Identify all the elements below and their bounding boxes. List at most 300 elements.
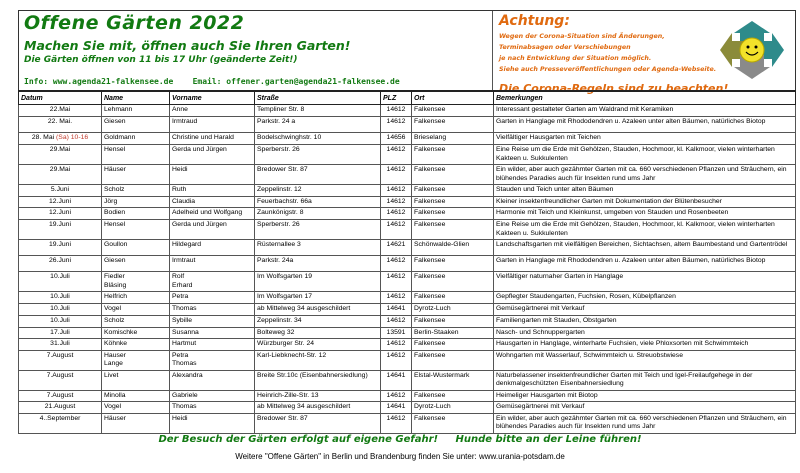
cell-datum: [19, 339, 102, 351]
table-row: [19, 272, 796, 292]
cell-vorname: [170, 117, 255, 133]
cell-text: 14612: [386, 391, 406, 399]
table-row: [19, 185, 796, 197]
cell-vorname: [170, 339, 255, 351]
cell-datum: [19, 220, 102, 240]
cell-text: Falkensee: [414, 316, 446, 324]
cell-name: [102, 208, 170, 220]
cell-vorname: [170, 208, 255, 220]
cell-text: 13591: [386, 328, 406, 336]
cell-text: 5.Juni: [50, 186, 70, 193]
cell-text: Falkensee: [414, 273, 446, 280]
cell-strasse: [255, 256, 381, 272]
cell-name: [102, 413, 170, 433]
cell-bemerkungen: [494, 117, 796, 133]
cell-text: Garten in Hanglage mit Rhododendren u. Azaleen unter alten Bäumen, natürliches Biotop: [496, 257, 766, 264]
cell-ort: [412, 208, 494, 220]
cell-datum: [19, 402, 102, 414]
cell-text: 14641: [386, 403, 406, 410]
cell-strasse: [255, 272, 381, 292]
cell-plz: [381, 133, 412, 145]
cell-strasse: [255, 315, 381, 327]
cell-plz: [381, 413, 412, 433]
cell-text: Goldmann: [104, 134, 136, 141]
cell-text: Bredower Str. 87: [257, 166, 308, 173]
cell-text: 14656: [386, 134, 406, 141]
cell-text: 7.August: [46, 391, 74, 399]
column-header-plz: PLZ: [381, 91, 412, 105]
cell-strasse: [255, 165, 381, 185]
cell-text: Garten in Hanglage mit Rhododendren u. Azaleen unter alten Bäumen, natürliches Biotop: [496, 118, 766, 125]
cell-bemerkungen: [494, 220, 796, 240]
cell-text: Vogel: [104, 304, 122, 312]
cell-text: Alexandra: [172, 371, 203, 379]
cell-text: Elstal-Wustermark: [414, 371, 470, 379]
table-row: [19, 145, 796, 165]
cell-bemerkungen: [494, 165, 796, 185]
cell-bemerkungen: [494, 390, 796, 402]
cell-text: Berlin-Staaken: [414, 328, 459, 336]
cell-datum: [19, 196, 102, 208]
cell-text: Parkstr. 24 a: [257, 118, 296, 125]
table-row: [19, 240, 796, 256]
cell-vorname: [170, 402, 255, 414]
table-row: [19, 117, 796, 133]
cell-text: Vielfältiger Hausgarten mit Teichen: [496, 134, 601, 141]
flyer-header: [18, 10, 796, 95]
cell-text: 14612: [386, 118, 406, 125]
cell-vorname: [170, 350, 255, 370]
cell-strasse: [255, 105, 381, 117]
cell-name: [102, 370, 170, 390]
cell-ort: [412, 303, 494, 315]
cell-plz: [381, 145, 412, 165]
cell-text: 14641: [386, 304, 406, 312]
cell-ort: [412, 292, 494, 304]
cell-text: Falkensee: [414, 197, 446, 205]
notice-title: Achtung:: [499, 13, 570, 29]
cell-text: Würzburger Str. 24: [257, 340, 315, 347]
cell-vorname: [170, 390, 255, 402]
cell-text: Ruth: [172, 186, 187, 193]
cell-vorname: [170, 272, 255, 292]
cell-text: 29.Mai: [49, 166, 71, 173]
cell-datum: [19, 303, 102, 315]
cell-text: Sperberstr. 26: [257, 221, 300, 228]
cell-text: Falkensee: [414, 166, 446, 173]
column-header-name: Name: [102, 91, 170, 105]
cell-text: Susanna: [172, 328, 199, 336]
cell-text: Falkensee: [414, 221, 446, 228]
cell-strasse: [255, 196, 381, 208]
table-row: [19, 315, 796, 327]
cell-text: 14612: [386, 146, 406, 153]
cell-text: Im Wolfsgarten 17: [257, 293, 313, 300]
cell-text: Hausgarten in Hanglage, winterharte Fuchsien, viele Phloxsorten mit Schwimmteich: [496, 340, 749, 347]
cell-vorname: [170, 303, 255, 315]
cell-bemerkungen: [494, 196, 796, 208]
cell-text: Thomas: [172, 304, 197, 312]
cell-datum: [19, 240, 102, 256]
cell-text: 14612: [386, 257, 406, 264]
cell-ort: [412, 133, 494, 145]
cell-text: Helfrich: [104, 293, 128, 300]
cell-text: Falkensee: [414, 257, 446, 264]
table-row: [19, 208, 796, 220]
cell-plz: [381, 256, 412, 272]
cell-text: 10.Juli: [50, 273, 70, 280]
cell-ort: [412, 196, 494, 208]
page-title: Offene Gärten 2022: [24, 12, 245, 34]
cell-text: 14641: [386, 371, 406, 379]
table-row: [19, 105, 796, 117]
cell-text: Rolf Erhard: [172, 273, 193, 289]
cell-vorname: [170, 292, 255, 304]
cell-text: Falkensee: [414, 351, 446, 359]
cell-text: 26.Juni: [49, 257, 71, 264]
cell-text: Vielfältiger naturnaher Garten in Hanglage: [496, 273, 624, 280]
cell-ort: [412, 220, 494, 240]
cell-name: [102, 133, 170, 145]
cell-strasse: [255, 303, 381, 315]
cell-bemerkungen: [494, 208, 796, 220]
cell-plz: [381, 196, 412, 208]
cell-text: Hildegard: [172, 241, 202, 248]
cell-text: ab Mittelweg 34 ausgeschildert: [257, 304, 351, 312]
cell-text: Köhnke: [104, 340, 128, 347]
cell-text: 17.Juli: [50, 328, 70, 336]
table-row: [19, 413, 796, 433]
notice-line: Siehe auch Presseveröffentlichungen oder Agenda-Webseite.: [499, 66, 717, 73]
table-row: [19, 402, 796, 414]
cell-ort: [412, 402, 494, 414]
cell-text: Falkensee: [414, 293, 446, 300]
cell-plz: [381, 185, 412, 197]
gardens-table: [18, 90, 796, 434]
cell-plz: [381, 272, 412, 292]
cell-name: [102, 315, 170, 327]
cell-text: 7.August: [46, 371, 74, 379]
cell-text: Häuser: [104, 414, 126, 422]
column-header-datum: Datum: [19, 91, 102, 105]
cell-text: Gabriele: [172, 391, 198, 399]
cell-name: [102, 292, 170, 304]
cell-text: 19.Juni: [49, 241, 71, 248]
cell-plz: [381, 292, 412, 304]
cell-text: 12.Juni: [49, 209, 71, 216]
cell-text: Adelheid und Wolfgang: [172, 209, 243, 216]
cell-text: Hensel: [104, 221, 126, 228]
cell-text: Dyrotz-Luch: [414, 403, 451, 410]
cell-ort: [412, 272, 494, 292]
cell-plz: [381, 402, 412, 414]
cell-plz: [381, 303, 412, 315]
cell-text: Häuser: [104, 166, 126, 173]
cell-strasse: [255, 133, 381, 145]
cell-text: 14612: [386, 186, 406, 193]
cell-name: [102, 145, 170, 165]
cell-text: Im Wolfsgarten 19: [257, 273, 313, 280]
cell-text: Interessant gestalteter Garten am Waldrand mit Keramiken: [496, 106, 674, 113]
table-row: [19, 350, 796, 370]
cell-text: Komischke: [104, 328, 138, 336]
cell-text: Goullon: [104, 241, 128, 248]
cell-text: Claudia: [172, 197, 196, 205]
cell-datum: [19, 117, 102, 133]
cell-plz: [381, 339, 412, 351]
column-header-bemerkungen: Bemerkungen: [494, 91, 796, 105]
cell-bemerkungen: [494, 350, 796, 370]
cell-text: 21.August: [44, 403, 76, 410]
cell-datum: [19, 292, 102, 304]
cell-strasse: [255, 413, 381, 433]
cell-text: Feuerbachstr. 66a: [257, 197, 312, 205]
cell-bemerkungen: [494, 105, 796, 117]
more-gardens-link: Weitere "Offene Gärten" in Berlin und Brandenburg finden Sie unter: www.urania-potsdam.de: [235, 452, 565, 461]
cell-vorname: [170, 256, 255, 272]
cell-text: Harmonie mit Teich und Kleinkunst, umgeben von Stauden und Rosenbeeten: [496, 209, 729, 216]
cell-name: [102, 303, 170, 315]
table-row: [19, 196, 796, 208]
cell-text: 10.Juli: [50, 316, 70, 324]
cell-datum: [19, 327, 102, 339]
cell-text: Eine Reise um die Erde mit Gehölzen, Stauden, Hochmoor, kl. Kalkmoor, vielen winterharten Kakteen u. Sukkulenten: [496, 221, 775, 237]
cell-text: 14612: [386, 340, 406, 347]
cell-text: Templiner Str. 8: [257, 106, 305, 113]
notice-line: Terminabsagen oder Verschiebungen: [499, 44, 631, 51]
cell-text: Irmtraud: [172, 118, 198, 125]
cell-strasse: [255, 208, 381, 220]
cell-name: [102, 185, 170, 197]
cell-vorname: [170, 105, 255, 117]
cell-text: Zeppelinstr. 12: [257, 186, 302, 193]
cell-text: Scholz: [104, 186, 125, 193]
cell-text: Gepflegter Staudengarten, Fuchsien, Rosen, Kübelpflanzen: [496, 293, 676, 300]
cell-strasse: [255, 370, 381, 390]
cell-datum: [19, 315, 102, 327]
cell-bemerkungen: [494, 240, 796, 256]
cell-name: [102, 220, 170, 240]
cell-strasse: [255, 240, 381, 256]
cell-name: [102, 256, 170, 272]
cell-bemerkungen: [494, 327, 796, 339]
cell-text: ab Mittelweg 34 ausgeschildert: [257, 403, 351, 410]
table-row: [19, 303, 796, 315]
cell-vorname: [170, 145, 255, 165]
cell-ort: [412, 390, 494, 402]
cell-strasse: [255, 185, 381, 197]
date-time-note: (Sa) 10-16: [56, 134, 89, 141]
cell-strasse: [255, 145, 381, 165]
corona-notice: [492, 11, 796, 95]
cell-datum: [19, 208, 102, 220]
cell-text: Falkensee: [414, 106, 446, 113]
cell-text: Karl-Liebknecht-Str. 12: [257, 351, 327, 359]
cell-datum: [19, 185, 102, 197]
cell-text: 14612: [386, 414, 406, 422]
cell-text: Ein wilder, aber auch gezähmter Garten mit ca. 660 verschiedenen Pflanzen und Sträuchern, ein blühendes Paradies auch für Insekten rund ums Jahr: [496, 166, 787, 182]
cell-text: Thomas: [172, 403, 197, 410]
cell-name: [102, 390, 170, 402]
table-row: [19, 292, 796, 304]
cell-datum: [19, 145, 102, 165]
cell-name: [102, 196, 170, 208]
cell-text: Petra: [172, 293, 189, 300]
cell-text: Falkensee: [414, 391, 446, 399]
table-row: [19, 390, 796, 402]
table-row: [19, 220, 796, 240]
cell-plz: [381, 220, 412, 240]
cell-bemerkungen: [494, 145, 796, 165]
cell-name: [102, 339, 170, 351]
cell-name: [102, 402, 170, 414]
table-row: [19, 165, 796, 185]
cell-text: Eine Reise um die Erde mit Gehölzen, Stauden, Hochmoor, kl. Kalkmoor, vielen winterharten Kakteen u. Sukkulenten: [496, 146, 775, 162]
cell-text: 14612: [386, 221, 406, 228]
cell-text: Hensel: [104, 146, 126, 153]
cell-bemerkungen: [494, 413, 796, 433]
table-row: [19, 256, 796, 272]
cell-text: Heidi: [172, 166, 188, 173]
header-left: [22, 11, 492, 91]
cell-text: Brieselang: [414, 134, 447, 141]
cell-text: Sybille: [172, 316, 193, 324]
cell-text: Landschaftsgarten mit vielfältigen Bereichen, Sichtachsen, altem Baumbestand und Gartentrödel: [496, 241, 788, 248]
cell-text: Hartmut: [172, 340, 197, 347]
cell-plz: [381, 370, 412, 390]
cell-text: Falkensee: [414, 146, 446, 153]
cell-bemerkungen: [494, 402, 796, 414]
cell-datum: [19, 133, 102, 145]
cell-ort: [412, 165, 494, 185]
cell-text: 14612: [386, 106, 406, 113]
cell-datum: [19, 413, 102, 433]
cell-text: Christine und Harald: [172, 134, 234, 141]
cell-bemerkungen: [494, 339, 796, 351]
cell-vorname: [170, 220, 255, 240]
notice-line: je nach Entwicklung der Situation möglich.: [499, 55, 652, 62]
cell-text: Nasch- und Schnuppergarten: [496, 328, 585, 336]
cell-text: 12.Juni: [49, 197, 71, 205]
cell-text: Giesen: [104, 118, 126, 125]
cell-datum: [19, 256, 102, 272]
cell-strasse: [255, 390, 381, 402]
cell-name: [102, 240, 170, 256]
cell-text: Stauden und Teich unter alten Bäumen: [496, 186, 614, 193]
cell-bemerkungen: [494, 303, 796, 315]
cell-strasse: [255, 339, 381, 351]
table-row: [19, 133, 796, 145]
cell-text: Zaunkönigstr. 8: [257, 209, 304, 216]
cell-text: Bodelschwinghstr. 10: [257, 134, 322, 141]
cell-name: [102, 117, 170, 133]
cell-text: 14621: [386, 241, 406, 248]
cell-ort: [412, 350, 494, 370]
cell-plz: [381, 315, 412, 327]
cell-datum: [19, 165, 102, 185]
contact-info: Info: www.agenda21-falkensee.de Email: offener.garten@agenda21-falkensee.de: [24, 77, 400, 86]
cell-text: 14612: [386, 351, 406, 359]
cell-strasse: [255, 220, 381, 240]
cell-text: Hauser Lange: [104, 351, 126, 367]
cell-text: Bredower Str. 87: [257, 414, 308, 422]
cell-text: 19.Juni: [49, 221, 71, 228]
cell-plz: [381, 327, 412, 339]
cell-text: Schönwalde-Glien: [414, 241, 470, 248]
cell-text: 7.August: [46, 351, 74, 359]
cell-text: 4..September: [39, 414, 81, 422]
notice-line: Wegen der Corona-Situation sind Änderungen,: [499, 33, 665, 40]
cell-vorname: [170, 185, 255, 197]
agenda21-logo-icon: [718, 19, 786, 81]
cell-datum: [19, 350, 102, 370]
cell-ort: [412, 185, 494, 197]
cell-text: Falkensee: [414, 414, 446, 422]
cell-bemerkungen: [494, 370, 796, 390]
cell-ort: [412, 256, 494, 272]
cell-ort: [412, 327, 494, 339]
cell-vorname: [170, 370, 255, 390]
cell-text: 14612: [386, 316, 406, 324]
table-row: [19, 327, 796, 339]
cell-text: 10.Juli: [50, 293, 70, 300]
notice-emphasis: Die Corona-Regeln sind zu beachten!: [499, 82, 729, 95]
cell-plz: [381, 105, 412, 117]
cell-datum: [19, 370, 102, 390]
cell-text: 28. Mai: [31, 134, 55, 141]
cell-plz: [381, 208, 412, 220]
cell-text: Heidi: [172, 414, 188, 422]
cell-text: 14612: [386, 293, 406, 300]
cell-text: Livet: [104, 371, 119, 379]
cell-text: Wohngarten mit Wasserlauf, Schwimmteich u. Streuobstwiese: [496, 351, 683, 359]
cell-text: Heinrich-Zille-Str. 13: [257, 391, 319, 399]
cell-strasse: [255, 327, 381, 339]
cell-text: Bolteweg 32: [257, 328, 295, 336]
cell-ort: [412, 413, 494, 433]
cell-bemerkungen: [494, 272, 796, 292]
cell-bemerkungen: [494, 133, 796, 145]
cell-text: Breite Str.10c (Eisenbahnersiedlung): [257, 371, 368, 379]
cell-name: [102, 272, 170, 292]
cell-text: Rüsternallee 3: [257, 241, 301, 248]
cell-bemerkungen: [494, 256, 796, 272]
cell-bemerkungen: [494, 185, 796, 197]
cell-text: Jörg: [104, 197, 118, 205]
cell-ort: [412, 145, 494, 165]
cell-ort: [412, 240, 494, 256]
table-header-row: [19, 91, 796, 105]
cell-text: 29.Mai: [49, 146, 71, 153]
cell-text: Familiengarten mit Stauden, Obstgarten: [496, 316, 617, 324]
cell-name: [102, 350, 170, 370]
cell-text: Naturbelassener insektenfreundlicher Garten mit Teich und Igel-Freilaufgehege in der denkmalgeschützten Eisenbahnersiedlung: [496, 371, 753, 387]
cell-text: Lehmann: [104, 106, 133, 113]
column-header-vorname: Vorname: [170, 91, 255, 105]
cell-strasse: [255, 350, 381, 370]
cell-text: Falkensee: [414, 118, 446, 125]
cell-strasse: [255, 117, 381, 133]
column-header-ort: Ort: [412, 91, 494, 105]
cell-text: 22.Mai: [49, 106, 71, 113]
cell-text: Falkensee: [414, 209, 446, 216]
cell-ort: [412, 117, 494, 133]
cell-text: Anne: [172, 106, 188, 113]
opening-hours: Die Gärten öffnen von 11 bis 17 Uhr (geänderte Zeit!): [24, 55, 298, 65]
cell-text: Ein wilder, aber auch gezähmter Garten mit ca. 660 verschiedenen Pflanzen und Sträuchern, ein blühendes Paradies auch für Insekten rund ums Jahr: [496, 414, 787, 430]
cell-bemerkungen: [494, 292, 796, 304]
cell-text: Gemüsegärtnerei mit Verkauf: [496, 304, 585, 312]
